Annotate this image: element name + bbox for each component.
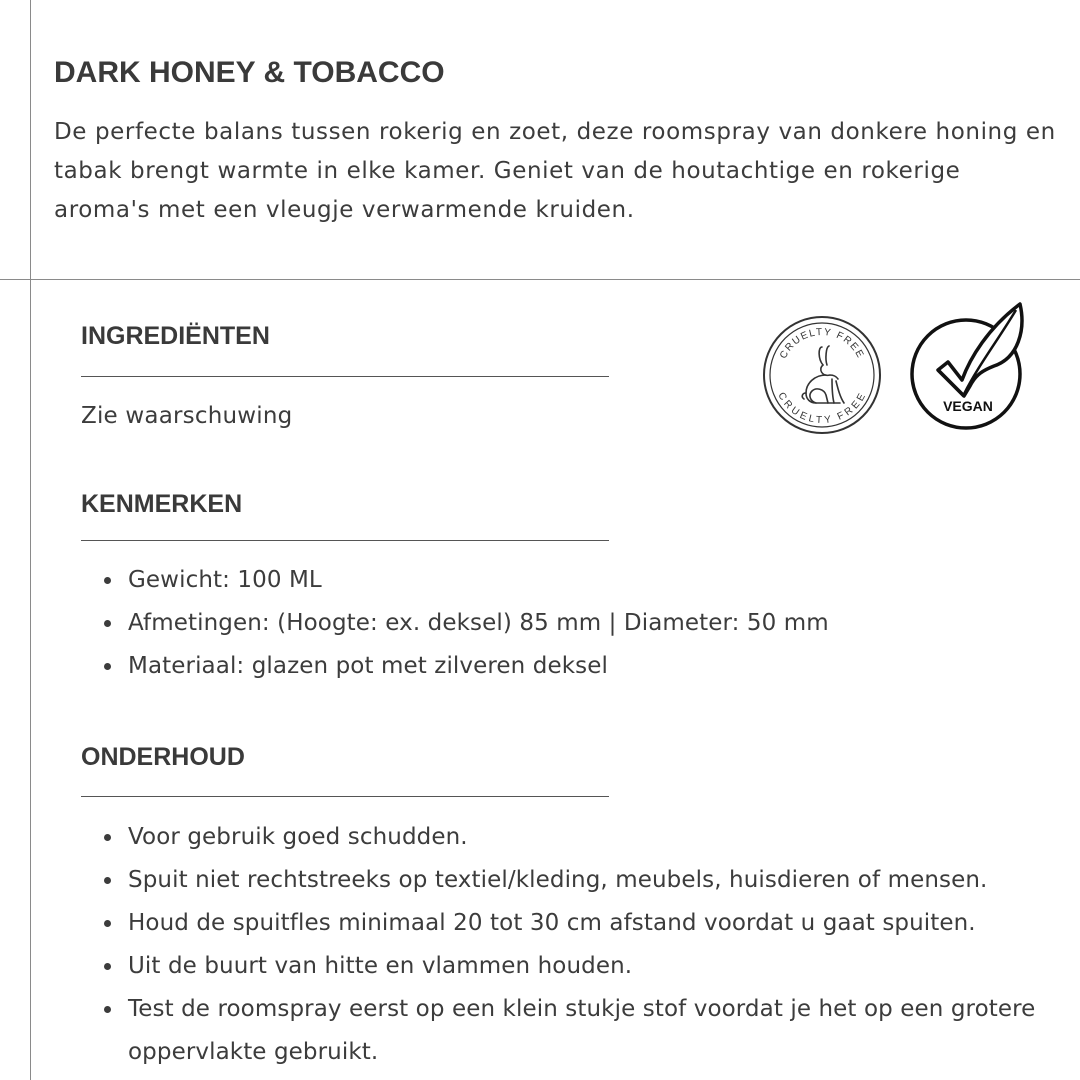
list-item: Houd de spuitfles minimaal 20 tot 30 cm afstand voordat u gaat spuiten. (100, 902, 1060, 945)
list-item: Test de roomspray eerst op een klein stukje stof voordat je het op een grotere oppervlakte gebruikt. (100, 988, 1060, 1074)
features-list (100, 559, 829, 688)
ingredients-text: Zie waarschuwing (81, 403, 293, 429)
list-item: Spuit niet rechtstreeks op textiel/kleding, meubels, huisdieren of mensen. (100, 859, 1060, 902)
list-item: Uit de buurt van hitte en vlammen houden. (100, 945, 1060, 988)
list-item: Gewicht: 100 ML (100, 559, 829, 602)
svg-text:CRUELTY FREE (775, 391, 868, 426)
cruelty-free-top-text: CRUELTY FREE (778, 326, 866, 361)
leaf-checkmark-icon (938, 304, 1022, 396)
list-item: Materiaal: glazen pot met zilveren deksel (100, 645, 829, 688)
cruelty-free-badge (760, 313, 884, 437)
care-list (100, 816, 1060, 1074)
ingredients-heading: INGREDIËNTEN (81, 322, 270, 350)
care-rule (81, 796, 609, 797)
features-rule (81, 540, 609, 541)
cruelty-free-bottom-text: CRUELTY FREE (775, 390, 869, 427)
svg-text:CRUELTY FREE (778, 327, 866, 361)
list-item: Afmetingen: (Hoogte: ex. deksel) 85 mm | Diameter: 50 mm (100, 602, 829, 645)
ingredients-rule (81, 376, 609, 377)
vegan-label: VEGAN (943, 398, 993, 414)
list-item: Voor gebruik goed schudden. (100, 816, 1060, 859)
rabbit-icon (802, 346, 844, 403)
product-description: De perfecte balans tussen rokerig en zoet, deze roomspray van donkere honing en tabak brengt warmte in elke kamer. Geniet van de houtachtige en rokerige aroma's met een vleugje verwarmende kruiden. (54, 119, 1056, 223)
care-heading: ONDERHOUD (81, 743, 245, 771)
horizontal-divider (0, 279, 1080, 280)
features-heading: KENMERKEN (81, 490, 243, 518)
product-title: DARK HONEY & TOBACCO (54, 56, 445, 89)
vertical-divider (30, 0, 31, 1080)
vegan-badge (908, 300, 1030, 434)
